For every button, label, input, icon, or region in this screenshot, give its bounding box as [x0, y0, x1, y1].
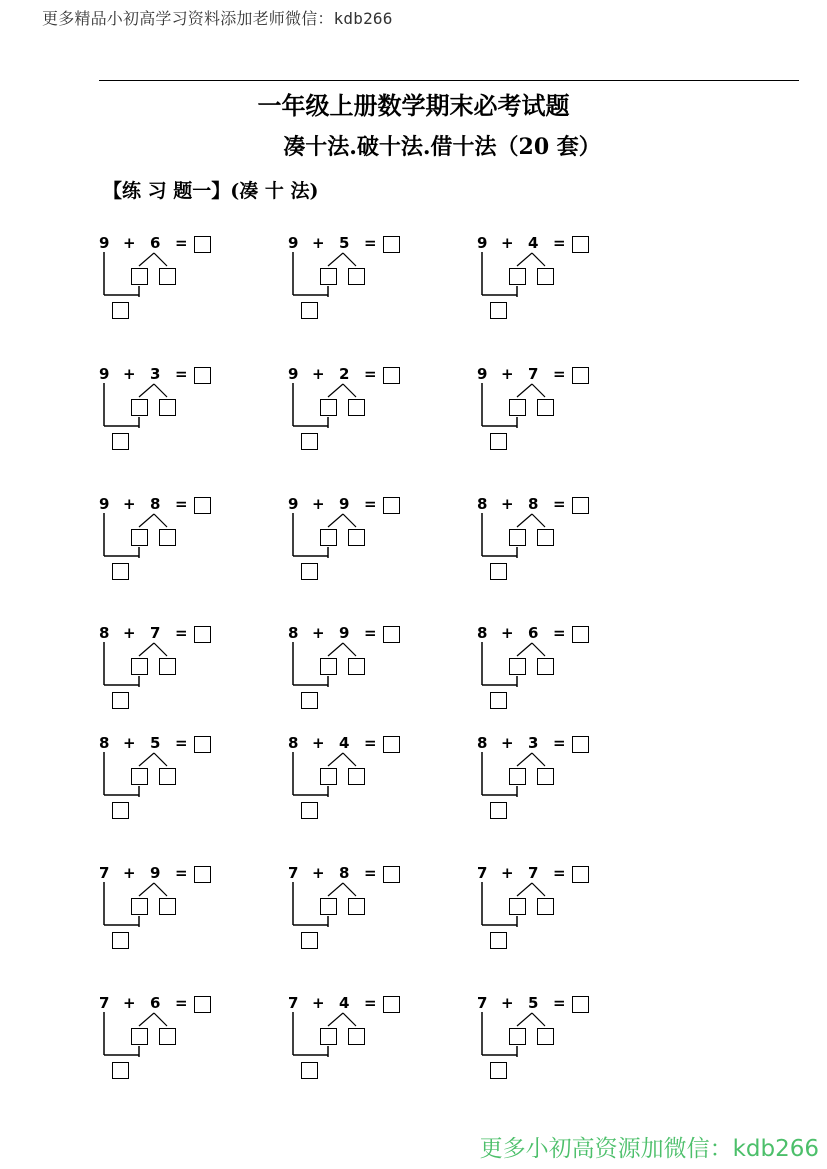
ten-sum-box[interactable]	[112, 563, 129, 580]
split-box-left[interactable]	[509, 898, 526, 915]
split-box-right[interactable]	[537, 529, 554, 546]
problem-item	[477, 626, 607, 716]
split-box-left[interactable]	[131, 658, 148, 675]
plus-sign: +	[501, 624, 514, 642]
equals-sign: =	[364, 624, 377, 642]
equals-sign: =	[553, 994, 566, 1012]
ten-sum-box[interactable]	[301, 433, 318, 450]
equals-sign: =	[553, 234, 566, 252]
addend-b: 4	[339, 734, 350, 752]
ten-sum-box[interactable]	[112, 433, 129, 450]
split-box-right[interactable]	[348, 768, 365, 785]
ten-sum-box[interactable]	[301, 802, 318, 819]
plus-sign: +	[501, 365, 514, 383]
problem-item	[477, 497, 607, 587]
problem-item	[99, 996, 229, 1086]
answer-box[interactable]	[194, 626, 211, 643]
plus-sign: +	[501, 234, 514, 252]
split-box-right[interactable]	[537, 898, 554, 915]
addend-a: 7	[477, 994, 488, 1012]
plus-sign: +	[312, 365, 325, 383]
problem-item	[288, 367, 418, 457]
split-box-right[interactable]	[348, 1028, 365, 1045]
equals-sign: =	[364, 234, 377, 252]
problem-item	[99, 626, 229, 716]
plus-sign: +	[501, 994, 514, 1012]
ten-sum-box[interactable]	[490, 433, 507, 450]
ten-sum-box[interactable]	[490, 563, 507, 580]
answer-box[interactable]	[383, 996, 400, 1013]
addend-b: 6	[528, 624, 539, 642]
footer-watermark-text: 更多小初高资源加微信：kdb266	[479, 1136, 819, 1162]
plus-sign: +	[123, 734, 136, 752]
addend-b: 5	[528, 994, 539, 1012]
plus-sign: +	[501, 495, 514, 513]
addend-b: 6	[150, 234, 161, 252]
addend-b: 3	[150, 365, 161, 383]
addend-b: 7	[528, 864, 539, 882]
plus-sign: +	[123, 495, 136, 513]
addend-a: 9	[99, 365, 110, 383]
addend-b: 7	[150, 624, 161, 642]
split-box-left[interactable]	[509, 1028, 526, 1045]
answer-box[interactable]	[572, 236, 589, 253]
addend-a: 9	[288, 365, 299, 383]
problem-item	[99, 236, 229, 326]
addend-b: 3	[528, 734, 539, 752]
answer-box[interactable]	[572, 866, 589, 883]
addend-b: 8	[528, 495, 539, 513]
plus-sign: +	[123, 234, 136, 252]
equals-sign: =	[553, 495, 566, 513]
answer-box[interactable]	[383, 236, 400, 253]
plus-sign: +	[312, 994, 325, 1012]
equals-sign: =	[364, 734, 377, 752]
addend-a: 7	[288, 864, 299, 882]
problem-item	[288, 866, 418, 956]
split-box-left[interactable]	[320, 399, 337, 416]
split-box-left[interactable]	[131, 399, 148, 416]
split-box-left[interactable]	[509, 768, 526, 785]
ten-sum-box[interactable]	[490, 932, 507, 949]
addend-b: 7	[528, 365, 539, 383]
addend-a: 9	[288, 495, 299, 513]
problem-item	[477, 367, 607, 457]
problem-item	[477, 736, 607, 826]
ten-sum-box[interactable]	[112, 932, 129, 949]
page-subtitle: 凑十法.破十法.借十法（20 套）	[283, 134, 601, 160]
answer-box[interactable]	[383, 626, 400, 643]
split-box-right[interactable]	[159, 898, 176, 915]
addend-b: 5	[339, 234, 350, 252]
split-box-right[interactable]	[348, 898, 365, 915]
addend-a: 9	[477, 365, 488, 383]
addend-a: 8	[477, 734, 488, 752]
split-box-right[interactable]	[159, 1028, 176, 1045]
split-box-left[interactable]	[509, 529, 526, 546]
ten-sum-box[interactable]	[490, 802, 507, 819]
equals-sign: =	[364, 365, 377, 383]
equals-sign: =	[175, 994, 188, 1012]
split-box-left[interactable]	[509, 268, 526, 285]
answer-box[interactable]	[383, 367, 400, 384]
ten-sum-box[interactable]	[301, 932, 318, 949]
problem-item	[99, 866, 229, 956]
plus-sign: +	[123, 864, 136, 882]
addend-b: 9	[339, 495, 350, 513]
ten-sum-box[interactable]	[112, 1062, 129, 1079]
plus-sign: +	[312, 734, 325, 752]
problem-item	[288, 996, 418, 1086]
split-box-right[interactable]	[159, 268, 176, 285]
split-box-left[interactable]	[320, 658, 337, 675]
equals-sign: =	[364, 495, 377, 513]
problem-item	[288, 497, 418, 587]
equals-sign: =	[175, 624, 188, 642]
split-box-left[interactable]	[320, 898, 337, 915]
addend-b: 4	[339, 994, 350, 1012]
answer-box[interactable]	[194, 736, 211, 753]
equals-sign: =	[364, 864, 377, 882]
problem-item	[99, 497, 229, 587]
plus-sign: +	[501, 734, 514, 752]
answer-box[interactable]	[194, 236, 211, 253]
plus-sign: +	[123, 994, 136, 1012]
answer-box[interactable]	[572, 996, 589, 1013]
equals-sign: =	[553, 864, 566, 882]
ten-sum-box[interactable]	[112, 802, 129, 819]
equals-sign: =	[175, 234, 188, 252]
ten-sum-box[interactable]	[301, 302, 318, 319]
ten-sum-box[interactable]	[301, 1062, 318, 1079]
addend-a: 8	[99, 624, 110, 642]
problem-item	[99, 367, 229, 457]
split-box-left[interactable]	[320, 1028, 337, 1045]
plus-sign: +	[312, 624, 325, 642]
answer-box[interactable]	[572, 626, 589, 643]
split-box-right[interactable]	[159, 768, 176, 785]
answer-box[interactable]	[194, 497, 211, 514]
split-box-left[interactable]	[320, 268, 337, 285]
problem-item	[288, 626, 418, 716]
split-box-right[interactable]	[537, 268, 554, 285]
problem-item	[477, 866, 607, 956]
split-box-right[interactable]	[537, 1028, 554, 1045]
split-box-right[interactable]	[159, 658, 176, 675]
addend-b: 9	[339, 624, 350, 642]
addend-b: 8	[150, 495, 161, 513]
equals-sign: =	[175, 734, 188, 752]
plus-sign: +	[123, 624, 136, 642]
split-box-left[interactable]	[509, 658, 526, 675]
addend-a: 9	[477, 234, 488, 252]
answer-box[interactable]	[572, 367, 589, 384]
problem-item	[477, 236, 607, 326]
answer-box[interactable]	[572, 736, 589, 753]
ten-sum-box[interactable]	[490, 1062, 507, 1079]
answer-box[interactable]	[383, 497, 400, 514]
addend-a: 7	[477, 864, 488, 882]
split-box-right[interactable]	[537, 399, 554, 416]
addend-a: 7	[99, 864, 110, 882]
answer-box[interactable]	[194, 866, 211, 883]
top-divider	[99, 80, 799, 81]
addend-a: 8	[288, 734, 299, 752]
addend-a: 8	[477, 624, 488, 642]
plus-sign: +	[123, 365, 136, 383]
split-box-left[interactable]	[131, 768, 148, 785]
addend-a: 9	[99, 234, 110, 252]
problem-item	[288, 236, 418, 326]
addend-a: 8	[99, 734, 110, 752]
equals-sign: =	[364, 994, 377, 1012]
addend-a: 9	[99, 495, 110, 513]
ten-sum-box[interactable]	[301, 692, 318, 709]
addend-a: 8	[477, 495, 488, 513]
split-box-left[interactable]	[131, 898, 148, 915]
addend-b: 8	[339, 864, 350, 882]
split-box-right[interactable]	[537, 768, 554, 785]
split-box-left[interactable]	[131, 1028, 148, 1045]
equals-sign: =	[553, 624, 566, 642]
addend-a: 7	[99, 994, 110, 1012]
split-box-left[interactable]	[131, 529, 148, 546]
ten-sum-box[interactable]	[112, 302, 129, 319]
equals-sign: =	[553, 365, 566, 383]
problem-item	[99, 736, 229, 826]
equals-sign: =	[175, 864, 188, 882]
equals-sign: =	[175, 495, 188, 513]
split-box-right[interactable]	[348, 658, 365, 675]
split-box-right[interactable]	[159, 399, 176, 416]
split-box-left[interactable]	[320, 529, 337, 546]
plus-sign: +	[501, 864, 514, 882]
addend-b: 9	[150, 864, 161, 882]
ten-sum-box[interactable]	[490, 692, 507, 709]
split-box-left[interactable]	[509, 399, 526, 416]
plus-sign: +	[312, 234, 325, 252]
problem-item	[288, 736, 418, 826]
addend-b: 5	[150, 734, 161, 752]
equals-sign: =	[175, 365, 188, 383]
answer-box[interactable]	[383, 736, 400, 753]
plus-sign: +	[312, 864, 325, 882]
answer-box[interactable]	[383, 866, 400, 883]
split-box-left[interactable]	[320, 768, 337, 785]
problem-item	[477, 996, 607, 1086]
answer-box[interactable]	[194, 996, 211, 1013]
split-box-right[interactable]	[348, 529, 365, 546]
split-box-right[interactable]	[348, 268, 365, 285]
addend-a: 8	[288, 624, 299, 642]
section-heading: 【练 习 题一】(凑 十 法)	[103, 180, 319, 202]
header-watermark-text: 更多精品小初高学习资料添加老师微信：kdb266	[42, 9, 393, 28]
answer-box[interactable]	[572, 497, 589, 514]
split-box-right[interactable]	[159, 529, 176, 546]
addend-a: 7	[288, 994, 299, 1012]
ten-sum-box[interactable]	[301, 563, 318, 580]
ten-sum-box[interactable]	[112, 692, 129, 709]
page-title: 一年级上册数学期末必考试题	[257, 91, 570, 120]
addend-b: 2	[339, 365, 350, 383]
addend-a: 9	[288, 234, 299, 252]
split-box-right[interactable]	[537, 658, 554, 675]
addend-b: 4	[528, 234, 539, 252]
equals-sign: =	[553, 734, 566, 752]
addend-b: 6	[150, 994, 161, 1012]
split-box-right[interactable]	[348, 399, 365, 416]
ten-sum-box[interactable]	[490, 302, 507, 319]
plus-sign: +	[312, 495, 325, 513]
answer-box[interactable]	[194, 367, 211, 384]
split-box-left[interactable]	[131, 268, 148, 285]
